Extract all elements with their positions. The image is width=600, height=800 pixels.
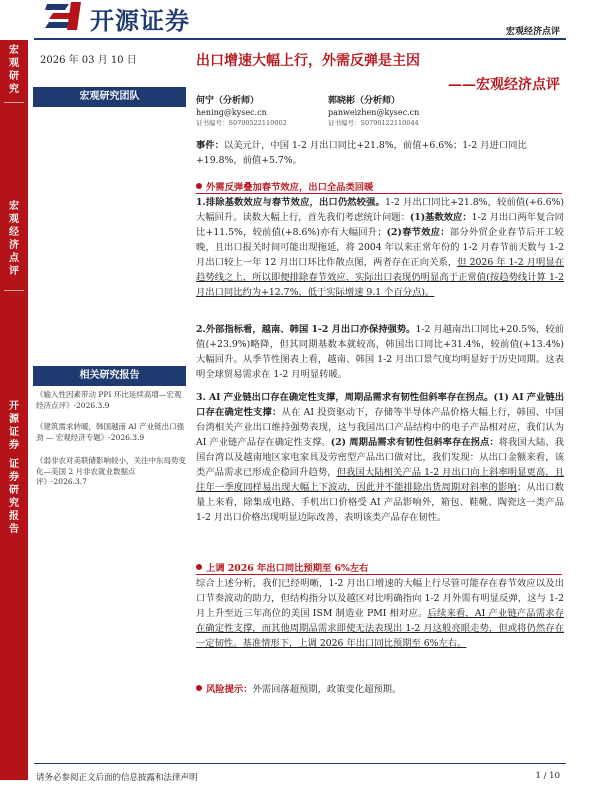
footer-disclaimer: 请务必参阅正文后面的信息披露和法律声明 bbox=[36, 773, 198, 783]
header-divider bbox=[34, 38, 566, 40]
bullet-icon bbox=[196, 685, 202, 691]
sidebar-label-top: 宏 观 研 究 bbox=[9, 45, 19, 95]
sidebar-label-mid: 宏 观 经 济 点 评 bbox=[9, 201, 19, 277]
section-divider bbox=[196, 193, 562, 194]
section-heading: 上调 2026 年出口同比预期至 6%左右 bbox=[196, 560, 562, 574]
page-title: 出口增速大幅上行，外需反弹是主因 bbox=[196, 53, 420, 69]
sidebar-label-bottom: 开 源 证 券 证 券 研 究 报 告 bbox=[9, 401, 19, 535]
analyst-cert: 证书编号：S0790522110002 bbox=[196, 119, 287, 127]
analyst-card bbox=[196, 96, 287, 129]
analyst-email: panweizhen@kysec.cn bbox=[328, 108, 420, 117]
related-report-item[interactable]: 《输入性因素带动 PPI 环比延续高增—宏观经济点评》-2026.3.9 bbox=[36, 390, 182, 410]
kaiyuan-logo-mark-icon bbox=[45, 0, 85, 34]
analyst-cert: 证书编号：S0790122110044 bbox=[328, 119, 419, 127]
bullet-icon bbox=[196, 564, 202, 570]
related-report-item[interactable]: 《弱非农对美联储影响较小，关注中东局势变化—美国 2 月非农就业数据点评》-2026.3.7 bbox=[36, 456, 186, 486]
sidebar-divider bbox=[4, 102, 24, 103]
research-team-label: 宏观研究团队 bbox=[33, 87, 186, 107]
related-reports-label: 相关研究报告 bbox=[33, 366, 186, 386]
analyst-card bbox=[328, 96, 419, 129]
analyst-name: 何宁（分析师） bbox=[196, 96, 260, 106]
sidebar-divider bbox=[4, 290, 24, 291]
report-date: 2026 年 03 月 10 日 bbox=[40, 55, 137, 66]
logo-text: 开源证券 bbox=[90, 7, 190, 35]
related-report-item[interactable]: 《建筑需求转暖，韩国越南 AI 产业链出口强劲 — 宏观经济专题》-2026.3.9 bbox=[36, 422, 185, 442]
analyst-email: hening@kysec.cn bbox=[196, 108, 267, 117]
paragraph-3: 3. AI 产业链出口存在确定性支撑，周期品需求有韧性但斜率存在拐点。(1) AI 产业链出口存在确定性支撑：从在 AI 投资驱动下，存储等半导体产品价格大幅上行，韩国、中国台湾相关产业出口维持强势表现，这与我国出口产品结构中的电子产品相对应，我们认为 AI 产业链产品存在确定性支撑。(2) 周期品需求有韧性但斜率存在拐点：将我国大陆、我国台湾以及越南地区家电家具及劳密型产品出口做对比，我们发现：从出口金额来看，该类产品需求已形成企稳回升趋势，但我国大陆相关产品 1-2 月出口向上斜率明显更高，且往年一季度同样易出现大幅上下波动，因此并不能排除出货周期对斜率的影响；从出口数量上来看，除集成电路、手机出口价格受 AI 产品影响外，箱包、鞋靴、陶瓷这一类产品 1-2 月出口价格出现明显边际改善，表明该类产品存在韧性。 bbox=[196, 392, 564, 523]
paragraph-1: 1.排除基数效应与春节效应，出口仍然较强。1-2 月出口同比+21.8%，较前值(+6.6%)大幅回升。读数大幅上行，首先我们考虑统计问题：(1)基数效应：1-2 月出口两年复合同比+11.5%，较前值(+8.6%)亦有大幅回升；(2)春节效应：部分外贸企业春节后开工较晚，且出口报关时间可能出现拖延，将 2004 年以来正常年份的 1-2 月春节前天数与 1-2 月出口较上一年 12 月出口环比作散点图，两者存在正向关系，但 2026 年 1-2 月明显在趋势线之上，所以即便排除春节效应，实际出口表现仍明显高于正常值(按趋势线计算 1-2 月出口同比约为+12.7%，低于实际增速 9.1 个百分点)。 bbox=[196, 197, 564, 298]
sidebar-strip bbox=[0, 40, 28, 780]
event-label: 事件： bbox=[196, 140, 224, 151]
risk-warning: 风险提示：外需回落超预期，政策变化超预期。 bbox=[196, 682, 564, 697]
page-subtitle: ——宏观经济点评 bbox=[448, 77, 560, 93]
section-heading: 外需反弹叠加春节效应，出口全品类回暖 bbox=[196, 179, 562, 193]
footer-divider bbox=[34, 763, 566, 764]
paragraph-2: 2.外部指标看，越南、韩国 1-2 月出口亦保持强势。1-2 月越南出口同比+20.5%，较前值(+23.9%)略降，但其同期基数本就较高，韩国出口同比+31.4%，较前值(+13.4%)大幅回升。从季节性图表上看，越南、韩国 1-2 月出口景气度均明显好于历史同期。这表明全球贸易需求在 1-2 月明显转暖。 bbox=[196, 324, 564, 380]
page-number: 1 / 10 bbox=[535, 771, 560, 781]
company-logo bbox=[45, 0, 235, 34]
section-divider bbox=[196, 574, 562, 575]
analyst-name: 郭晓彬（分析师） bbox=[328, 96, 401, 106]
paragraph-4: 综合上述分析，我们已经明晰，1-2 月出口增速的大幅上行尽管可能存在春节效应以及出口节奏波动的助力，但结构指分以及越区对比明确指向 1-2 月外需有明显反弹，这与 1-2 月上升至近三年高位的美国 ISM 制造业 PMI 相对应。后续来看，AI 产业链产品需求存在确定性支撑，而其他周期品需求即使无法表现出 1-2 月这般亮眼走势，但或将仍然存在一定韧性。基准情形下，上调 2026 年出口同比预期至 6%左右。 bbox=[196, 578, 564, 649]
bullet-icon bbox=[196, 183, 202, 189]
report-type: 宏观经济点评 bbox=[505, 27, 560, 37]
event-summary bbox=[196, 138, 562, 168]
event-text: 以美元计，中国 1-2 月出口同比+21.8%，前值+6.6%；1-2 月进口同比+19.8%，前值+5.7%。 bbox=[196, 140, 527, 166]
